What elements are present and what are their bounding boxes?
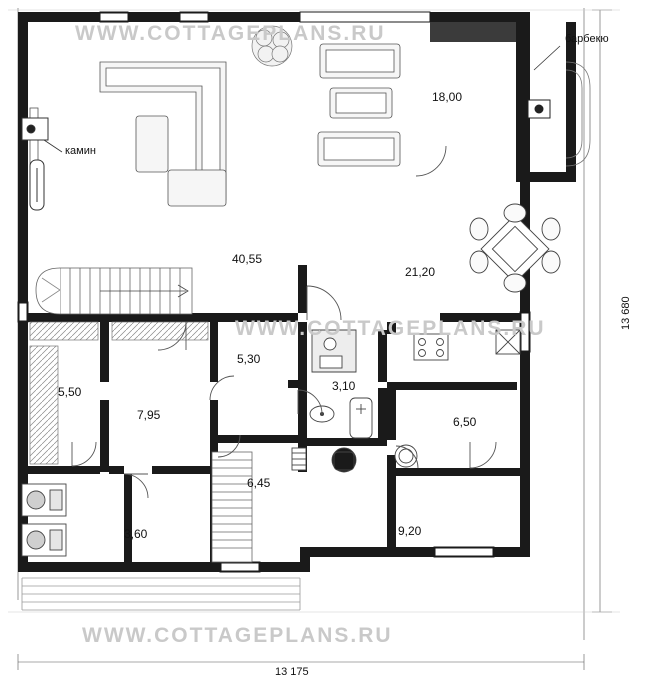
watermark-middle: WWW.COTTAGEPLANS.RU	[235, 317, 546, 340]
room-area-7-95: 7,95	[137, 408, 161, 422]
room-area-6-50: 6,50	[453, 415, 477, 429]
dimension-height: 13 680	[620, 296, 632, 330]
watermark-bottom: WWW.COTTAGEPLANS.RU	[82, 624, 393, 647]
annotation-barbecue: барбекю	[565, 33, 609, 45]
main-staircase	[36, 268, 192, 314]
room-area-3-60: 3,60	[124, 527, 148, 541]
watermark-top: WWW.COTTAGEPLANS.RU	[75, 22, 386, 45]
room-area-5-30: 5,30	[237, 352, 261, 366]
room-area-18-00: 18,00	[432, 90, 463, 104]
room-area-6-45: 6,45	[247, 476, 271, 490]
bbq-grill	[528, 100, 550, 118]
lounge-furniture	[318, 44, 400, 166]
dimension-width: 13 175	[275, 666, 309, 678]
room-area-40-55: 40,55	[232, 252, 263, 266]
room-area-5-50: 5,50	[58, 385, 82, 399]
annotation-fireplace: камин	[65, 145, 96, 157]
secondary-staircase	[212, 452, 252, 562]
plant	[252, 26, 292, 66]
room-area-21-20: 21,20	[405, 265, 436, 279]
room-area-3-10: 3,10	[332, 379, 356, 393]
room-area-9-20: 9,20	[398, 524, 422, 538]
